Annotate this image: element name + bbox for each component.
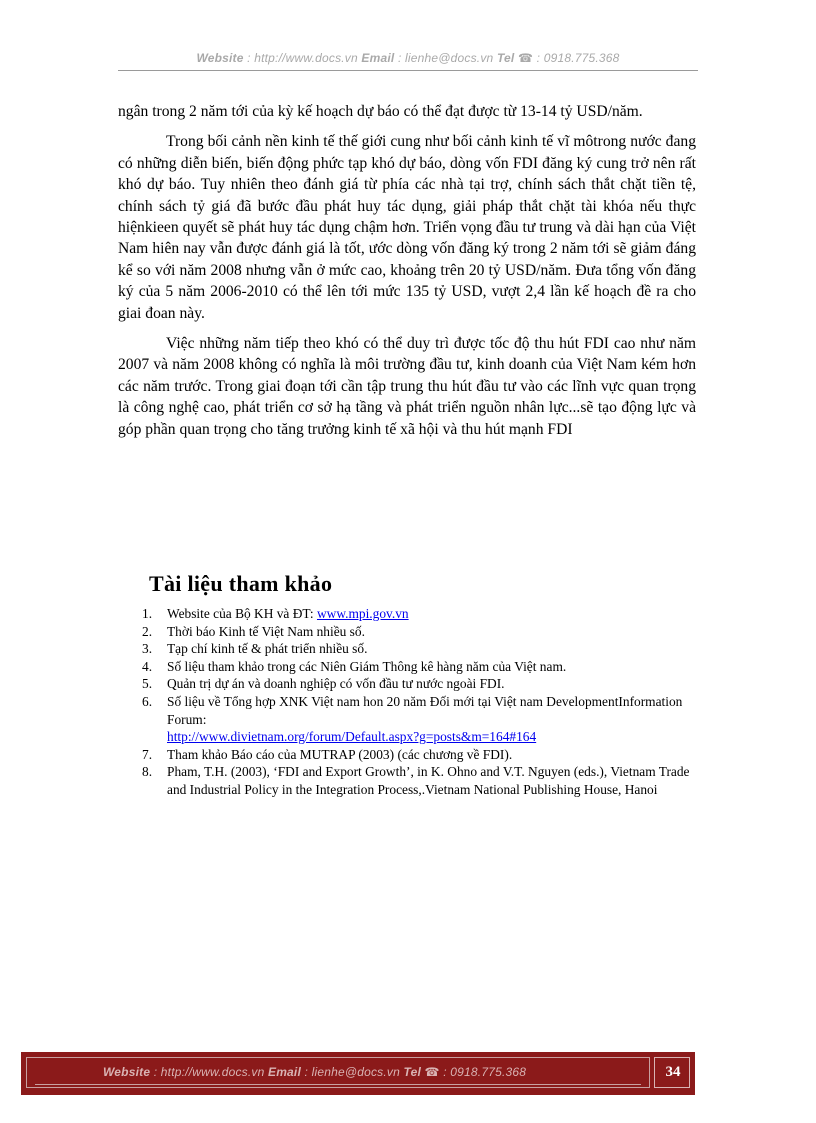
footer-email-label: Email — [267, 1065, 301, 1079]
reference-item-1 — [136, 605, 696, 623]
header-website-label: Website — [196, 51, 244, 65]
reference-number: 7. — [142, 746, 153, 762]
reference-text: Số liệu tham khảo trong các Niên Giám Thông kê hàng năm của Việt nam. — [167, 658, 567, 674]
footer-frame — [26, 1057, 650, 1088]
footer-website-label: Website — [103, 1065, 151, 1079]
footer-website-value: : http://www.docs.vn — [150, 1065, 268, 1079]
page-number: 34 — [665, 1064, 681, 1080]
reference-text: Quản trị dự án và doanh nghiệp có vốn đầu tư nước ngoài FDI. — [167, 676, 505, 692]
reference-item-8 — [136, 763, 696, 798]
footer-email-value: : lienhe@docs.vn — [301, 1065, 404, 1079]
references-title: Tài liệu tham khảo — [149, 571, 333, 596]
reference-number: 2. — [142, 623, 153, 639]
footer-divider — [35, 1084, 641, 1085]
reference-item-5 — [136, 675, 696, 693]
reference-text: Website của Bộ KH và ĐT: — [167, 606, 317, 621]
header-email-value: : lienhe@docs.vn — [394, 51, 497, 65]
reference-text: Thời báo Kinh tế Việt Nam nhiều số. — [167, 623, 365, 639]
footer-contact — [103, 1065, 643, 1079]
header-divider — [118, 70, 698, 71]
reference-text: Pham, T.H. (2003), ‘FDI and Export Growth’, in K. Ohno and V.T. Nguyen (eds.), Vietnam Trade and Industrial Policy in the Integration Process,.Vietnam National Publishing House, Hanoi — [167, 764, 690, 797]
reference-text: Số liệu về Tổng hợp XNK Việt nam hon 20 năm Đối mới tại Việt nam DevelopmentInformation Forum: — [167, 693, 683, 727]
reference-number: 6. — [142, 693, 153, 709]
reference-number: 5. — [142, 676, 153, 692]
reference-link-mpi[interactable]: www.mpi.gov.vn — [316, 606, 409, 621]
reference-number: 3. — [142, 641, 153, 657]
reference-number: 4. — [142, 658, 153, 674]
footer-tel-label: Tel — [403, 1065, 422, 1079]
reference-item-7 — [136, 746, 696, 764]
body-text — [118, 101, 696, 449]
header-email-label: Email — [361, 51, 395, 65]
header-website-value: : http://www.docs.vn — [243, 51, 362, 65]
reference-item-4 — [136, 658, 696, 676]
reference-item-2 — [136, 623, 696, 641]
reference-number: 8. — [142, 764, 153, 780]
footer-tel-value: ☎ : 0918.775.368 — [421, 1065, 527, 1079]
header-tel-value: ☎ : 0918.775.368 — [514, 51, 620, 65]
references-list — [136, 605, 696, 799]
reference-item-3 — [136, 640, 696, 658]
page-footer — [21, 1052, 695, 1095]
page-number-box — [654, 1057, 690, 1088]
paragraph-2: Trong bối cảnh nền kinh tế thế giới cung như bối cảnh kinh tế vĩ môtrong nước đang có những diễn biến, biến động phức tạp khó dự báo, dòng vốn FDI đăng ký cung trở nên rất khó dự báo. Tuy nhiên theo đánh giá từ phía các nhà tại trợ, chính sách thắt chặt tiền tệ, chính sách tỷ giá đã bước đầu phát huy tác dụng, giải pháp thắt chặt tài khóa nếu thực hiệnkieen quyết sẽ phát huy tác dụng chậm hơn. Triển vọng đầu tư trung và dài hạn của Việt Nam hiên nay vẫn được đánh giá là tốt, ước dòng vốn đăng ký trong 2 năm tới sẽ giảm đáng kể so với năm 2008 nhưng vẫn ở mức cao, khoảng trên 20 tỷ USD/năm. Đưa tổng vốn đăng ký của 5 năm 2006-2010 có thể lên tới mức 135 tỷ USD, vượt 2,4 lần kế hoạch đề ra cho giai đoan này. — [118, 133, 696, 322]
reference-link-divietnam[interactable]: http://www.divietnam.org/forum/Default.aspx?g=posts&m=164#164 — [167, 729, 537, 745]
reference-text: Tham khảo Báo cáo của MUTRAP (2003) (các chương về FDI). — [167, 746, 513, 762]
header-tel-label: Tel — [496, 51, 515, 65]
reference-item-6 — [136, 693, 696, 746]
reference-text: Tạp chí kinh tế & phát triển nhiều số. — [167, 641, 368, 657]
paragraph-1: ngân trong 2 năm tới của kỳ kế hoạch dự báo có thể đạt được từ 13-14 tỷ USD/năm. — [118, 103, 643, 120]
paragraph-3: Việc những năm tiếp theo khó có thể duy trì được tốc độ thu hút FDI cao như năm 2007 và năm 2008 không có nghĩa là môi trường đầu tư, kinh doanh của Việt Nam kém hơn các năm trước. Trong giai đoạn tới cần tập trung thu hút đầu tư vào các lĩnh vực quan trọng là công nghệ cao, phát triển cơ sở hạ tầng và phát triển nguồn nhân lực...sẽ tạo động lực và góp phần quan trọng cho tăng trưởng kinh tế xã hội và thu hút mạnh FDI — [118, 335, 696, 438]
page-header — [118, 51, 698, 65]
reference-number: 1. — [142, 606, 153, 621]
